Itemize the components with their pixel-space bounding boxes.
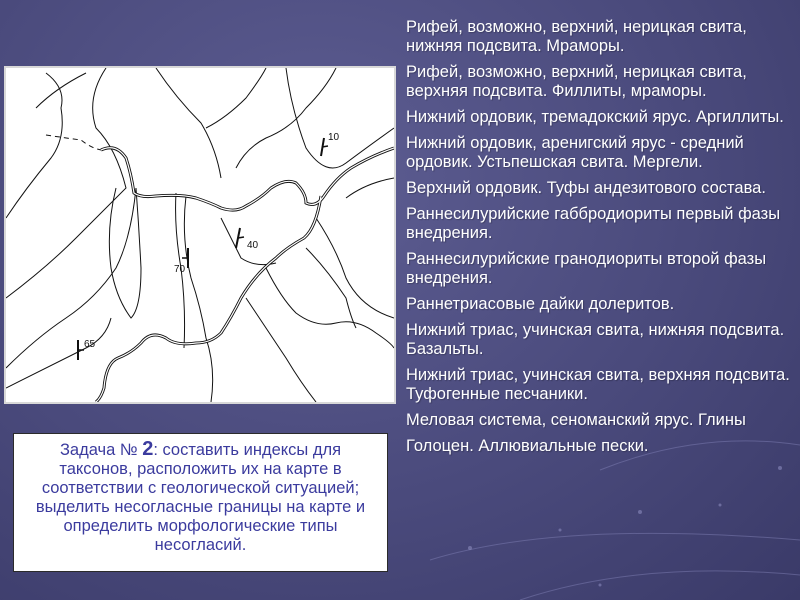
- boundary-line: [6, 73, 62, 218]
- dip-label: 65: [84, 339, 96, 350]
- boundary-line: [156, 68, 221, 178]
- task-number: 2: [142, 438, 154, 460]
- dip-label: 70: [174, 264, 186, 275]
- legend-item: Нижний ордовик, аренигский ярус - средний ордовик. Устьпешская свита. Мергели.: [406, 134, 744, 171]
- river-line: [101, 148, 394, 210]
- boundary-line: [306, 248, 356, 328]
- boundary-line: [6, 68, 126, 298]
- boundary-line: [36, 73, 86, 108]
- legend-item: Раннетриасовые дайки долеритов.: [406, 295, 675, 313]
- legend-item: Голоцен. Аллювиальные пески.: [406, 437, 649, 455]
- legend-item: Раннесилурийские габбродиориты первый фазы внедрения.: [406, 205, 781, 242]
- task-box: [13, 433, 388, 572]
- geological-map: [4, 66, 396, 404]
- boundary-line: [6, 188, 136, 368]
- legend-item: Рифей, возможно, верхний, нерицкая свита, нижняя подсвита. Мраморы.: [406, 18, 747, 55]
- boundary-line: [184, 196, 212, 402]
- boundary-line: [109, 188, 141, 318]
- dip-label: 40: [247, 240, 259, 251]
- legend-item: Нижний ордовик, тремадокский ярус. Аргиллиты.: [406, 108, 784, 126]
- boundary-line: [346, 178, 394, 198]
- boundary-line: [316, 218, 394, 318]
- legend-item: Нижний триас, учинская свита, нижняя подсвита. Базальты.: [406, 321, 785, 358]
- legend-list: [406, 18, 796, 463]
- legend-item: Раннесилурийские гранодиориты второй фазы внедрения.: [406, 250, 767, 287]
- map-drawing: [6, 68, 394, 402]
- legend-item: Нижний триас, учинская свита, верхняя подсвита. Туфогенные песчаники.: [406, 366, 790, 403]
- dashed-boundary-line: [46, 135, 101, 150]
- task-prefix: Задача №: [59, 441, 143, 459]
- task-text: : составить индексы для таксонов, расположить их на карте в соответствии с геологической ситуацией; выделить несогласные границы на карте и определить морфологические типы несогласий.: [35, 441, 366, 554]
- boundary-line: [266, 268, 394, 348]
- dip-label: 10: [328, 132, 340, 143]
- boundary-line: [246, 298, 316, 402]
- legend-item: Меловая система, сеноманский ярус. Глины: [406, 411, 746, 429]
- legend-item: Рифей, возможно, верхний, нерицкая свита, верхняя подсвита. Филлиты, мраморы.: [406, 63, 747, 100]
- legend-item: Верхний ордовик. Туфы андезитового состава.: [406, 179, 766, 197]
- boundary-line: [206, 68, 266, 128]
